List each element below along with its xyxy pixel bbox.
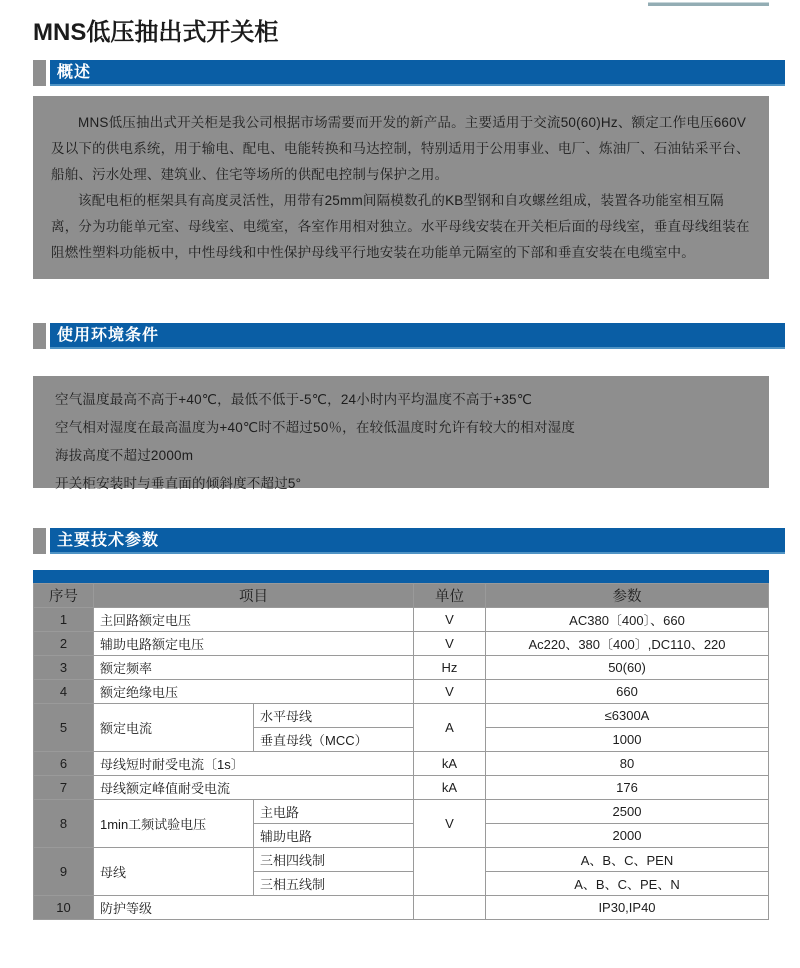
section-title-bar [50, 60, 785, 86]
table-row [34, 848, 769, 872]
cell-param: ≤6300A [486, 704, 769, 728]
cell-item-sub: 垂直母线（MCC） [254, 728, 414, 752]
cell-param: 660 [486, 680, 769, 704]
table-top-blue-bar [33, 570, 769, 583]
environment-line-4: 开关柜安装时与垂直面的倾斜度不超过5° [55, 476, 302, 491]
cell-no: 3 [34, 656, 94, 680]
table-row [34, 752, 769, 776]
cell-param: A、B、C、PEN [486, 848, 769, 872]
cell-unit: V [414, 608, 486, 632]
cell-param: IP30,IP40 [486, 896, 769, 920]
section-marker-square [33, 60, 46, 86]
cell-item-sub: 主电路 [254, 800, 414, 824]
cell-unit: V [414, 680, 486, 704]
column-header-no: 序号 [34, 584, 94, 608]
cell-unit: V [414, 800, 486, 848]
cell-no: 5 [34, 704, 94, 752]
table-row [34, 704, 769, 728]
table-row [34, 608, 769, 632]
cell-no: 1 [34, 608, 94, 632]
section-heading-parameters: 主要技术参数 [57, 532, 160, 549]
parameters-table-body [34, 584, 769, 920]
table-header-row [34, 584, 769, 608]
cell-item: 母线 [94, 848, 254, 896]
cell-no: 4 [34, 680, 94, 704]
environment-line-3: 海拔高度不超过2000m [55, 448, 194, 463]
cell-unit: Hz [414, 656, 486, 680]
cell-item-sub: 三相五线制 [254, 872, 414, 896]
column-header-unit: 单位 [414, 584, 486, 608]
overview-content-panel [33, 96, 769, 279]
cell-unit [414, 896, 486, 920]
section-heading-overview: 概述 [57, 64, 92, 81]
cell-item: 1min工频试验电压 [94, 800, 254, 848]
cell-unit [414, 848, 486, 896]
cell-no: 9 [34, 848, 94, 896]
cell-no: 2 [34, 632, 94, 656]
parameters-table-wrapper [33, 570, 769, 920]
cell-param: 80 [486, 752, 769, 776]
page-title: MNS低压抽出式开关柜 [33, 19, 279, 46]
cell-item-sub: 辅助电路 [254, 824, 414, 848]
table-row [34, 632, 769, 656]
cell-no: 8 [34, 800, 94, 848]
section-marker-square [33, 528, 46, 554]
cell-param: 2500 [486, 800, 769, 824]
cell-item: 母线额定峰值耐受电流 [94, 776, 414, 800]
cell-param: 1000 [486, 728, 769, 752]
cell-param: 50(60) [486, 656, 769, 680]
cell-item: 额定绝缘电压 [94, 680, 414, 704]
parameters-table [33, 583, 769, 920]
cell-item: 主回路额定电压 [94, 608, 414, 632]
column-header-param: 参数 [486, 584, 769, 608]
cell-item: 防护等级 [94, 896, 414, 920]
cell-item-sub: 水平母线 [254, 704, 414, 728]
cell-no: 7 [34, 776, 94, 800]
table-row [34, 776, 769, 800]
environment-content-panel [33, 376, 769, 491]
environment-line-2: 空气相对湿度在最高温度为+40℃时不超过50％，在较低温度时允许有较大的相对湿度 [55, 420, 576, 435]
cell-param: 2000 [486, 824, 769, 848]
cell-item: 母线短时耐受电流〔1s〕 [94, 752, 414, 776]
cell-param: A、B、C、PE、N [486, 872, 769, 896]
cell-unit: A [414, 704, 486, 752]
cell-item-sub: 三相四线制 [254, 848, 414, 872]
section-title-bar [50, 323, 785, 349]
section-marker-square [33, 323, 46, 349]
overview-paragraph-2: 该配电柜的框架具有高度灵活性，用带有25mm间隔模数孔的KB型钢和自攻螺丝组成，装置各功能室相互隔离，分为功能单元室、母线室、电缆室，各室作用相对独立。水平母线安装在开关柜后面的母线室，垂直母线组装在阻燃性塑料功能板中，中性母线和中性保护母线平行地安装在功能单元隔室的下部和垂直安装在电缆室中。 [51, 193, 750, 260]
table-row [34, 800, 769, 824]
top-decorative-rule [648, 2, 769, 6]
cell-no: 10 [34, 896, 94, 920]
table-row [34, 656, 769, 680]
environment-line-1: 空气温度最高不高于+40℃，最低不低于-5℃，24小时内平均温度不高于+35℃ [55, 392, 533, 407]
cell-no: 6 [34, 752, 94, 776]
cell-item: 额定频率 [94, 656, 414, 680]
cell-unit: kA [414, 776, 486, 800]
cell-unit: kA [414, 752, 486, 776]
section-heading-environment: 使用环境条件 [57, 327, 160, 344]
cell-param: 176 [486, 776, 769, 800]
overview-paragraph-1: MNS低压抽出式开关柜是我公司根据市场需要而开发的新产品。主要适用于交流50(60)Hz、额定工作电压660V及以下的供电系统，用于输电、配电、电能转换和马达控制，特别适用于公用事业、电厂、炼油厂、石油钻采平台、船舶、污水处理、建筑业、住宅等场所的供配电控制与保护之用。 [51, 115, 750, 182]
table-row [34, 680, 769, 704]
cell-item: 辅助电路额定电压 [94, 632, 414, 656]
table-row [34, 896, 769, 920]
cell-unit: V [414, 632, 486, 656]
cell-item: 额定电流 [94, 704, 254, 752]
section-title-bar [50, 528, 785, 554]
cell-param: Ac220、380〔400〕,DC110、220 [486, 632, 769, 656]
cell-param: AC380〔400〕、660 [486, 608, 769, 632]
column-header-item: 项目 [94, 584, 414, 608]
